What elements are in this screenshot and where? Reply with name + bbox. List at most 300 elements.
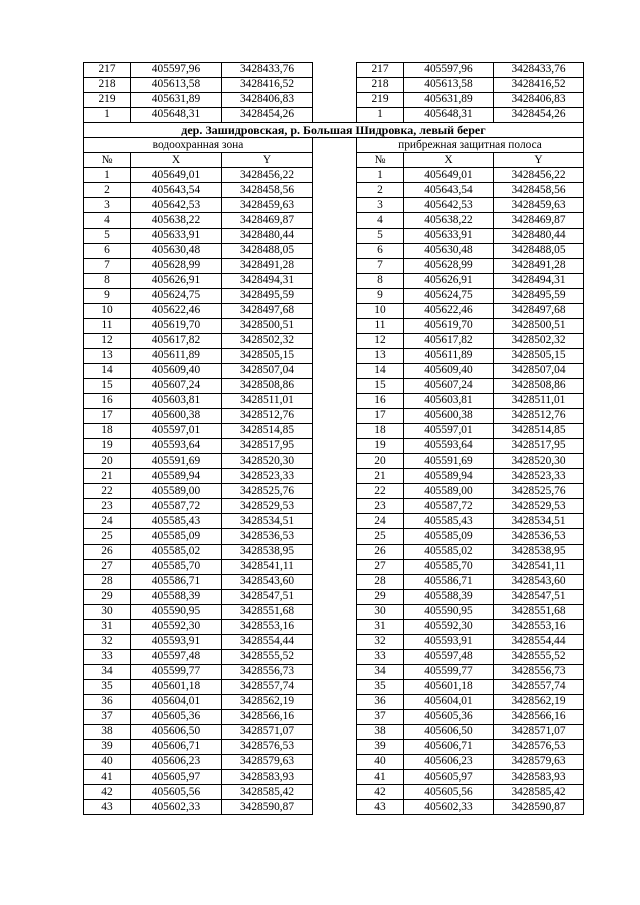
right-cell-number: 217: [357, 63, 404, 78]
right-cell-y: 3428566,16: [494, 710, 584, 725]
table-row: [84, 318, 584, 333]
right-cell-number: 15: [357, 378, 404, 393]
right-cell-number: 41: [357, 770, 404, 785]
right-cell-x: 405589,00: [404, 484, 494, 499]
left-cell-y: 3428562,19: [222, 694, 313, 709]
right-cell-number: 24: [357, 514, 404, 529]
left-cell-x: 405606,50: [131, 725, 222, 740]
right-cell-number: 29: [357, 589, 404, 604]
right-cell-x: 405593,91: [404, 634, 494, 649]
left-cell-x: 405593,91: [131, 634, 222, 649]
right-cell-x: 405624,75: [404, 288, 494, 303]
column-gap: [313, 394, 357, 409]
left-cell-x: 405631,89: [131, 93, 222, 108]
right-cell-number: 16: [357, 394, 404, 409]
right-cell-x: 405611,89: [404, 348, 494, 363]
right-cell-y: 3428497,68: [494, 303, 584, 318]
right-cell-y: 3428543,60: [494, 574, 584, 589]
right-cell-number: 10: [357, 303, 404, 318]
column-gap: [313, 228, 357, 243]
table-row: [84, 288, 584, 303]
table-row: [84, 589, 584, 604]
right-cell-x: 405648,31: [404, 108, 494, 123]
right-cell-number: 2: [357, 183, 404, 198]
right-cell-number: 218: [357, 78, 404, 93]
left-cell-y: 3428576,53: [222, 740, 313, 755]
left-cell-y: 3428541,11: [222, 559, 313, 574]
column-gap: [313, 469, 357, 484]
left-cell-x: 405649,01: [131, 168, 222, 183]
left-cell-y: 3428514,85: [222, 424, 313, 439]
table-row: [84, 93, 584, 108]
table-row: [84, 63, 584, 78]
table-row: [84, 514, 584, 529]
right-cell-number: 5: [357, 228, 404, 243]
column-gap: [313, 454, 357, 469]
left-cell-y: 3428491,28: [222, 258, 313, 273]
right-cell-x: 405602,33: [404, 800, 494, 815]
left-cell-y: 3428547,51: [222, 589, 313, 604]
left-cell-y: 3428495,59: [222, 288, 313, 303]
column-gap: [313, 785, 357, 800]
right-cell-x: 405597,48: [404, 649, 494, 664]
right-cell-number: 23: [357, 499, 404, 514]
left-cell-x: 405585,70: [131, 559, 222, 574]
table-row: [84, 378, 584, 393]
column-gap: [313, 499, 357, 514]
left-cell-y: 3428454,26: [222, 108, 313, 123]
table-row: [84, 243, 584, 258]
left-cell-x: 405622,46: [131, 303, 222, 318]
right-cell-number: 43: [357, 800, 404, 815]
left-cell-number: 1: [84, 168, 131, 183]
column-gap: [313, 770, 357, 785]
left-subtitle: водоохранная зона: [84, 138, 313, 153]
right-cell-y: 3428585,42: [494, 785, 584, 800]
column-gap: [313, 664, 357, 679]
right-cell-x: 405599,77: [404, 664, 494, 679]
right-cell-number: 17: [357, 409, 404, 424]
table-row: [84, 469, 584, 484]
table-row: [84, 183, 584, 198]
right-cell-number: 39: [357, 740, 404, 755]
section-header: [84, 123, 584, 168]
left-cell-x: 405626,91: [131, 273, 222, 288]
left-cell-number: 17: [84, 409, 131, 424]
right-cell-y: 3428514,85: [494, 424, 584, 439]
right-cell-y: 3428579,63: [494, 755, 584, 770]
right-cell-number: 1: [357, 108, 404, 123]
table-row: [84, 574, 584, 589]
column-gap: [313, 634, 357, 649]
left-cell-number: 37: [84, 710, 131, 725]
left-cell-number: 41: [84, 770, 131, 785]
right-cell-x: 405592,30: [404, 619, 494, 634]
column-gap: [313, 333, 357, 348]
left-cell-y: 3428529,53: [222, 499, 313, 514]
left-cell-number: 36: [84, 694, 131, 709]
right-cell-number: 13: [357, 348, 404, 363]
left-cell-number: 38: [84, 725, 131, 740]
column-gap: [313, 589, 357, 604]
left-cell-x: 405585,09: [131, 529, 222, 544]
right-header-number: №: [357, 153, 404, 168]
left-cell-y: 3428511,01: [222, 394, 313, 409]
right-cell-x: 405626,91: [404, 273, 494, 288]
right-cell-number: 42: [357, 785, 404, 800]
left-cell-number: 217: [84, 63, 131, 78]
left-cell-y: 3428458,56: [222, 183, 313, 198]
left-cell-number: 26: [84, 544, 131, 559]
right-cell-number: 31: [357, 619, 404, 634]
left-cell-number: 2: [84, 183, 131, 198]
table-row: [84, 740, 584, 755]
table-row: [84, 649, 584, 664]
left-cell-x: 405605,97: [131, 770, 222, 785]
left-cell-x: 405643,54: [131, 183, 222, 198]
column-gap: [313, 604, 357, 619]
right-cell-x: 405603,81: [404, 394, 494, 409]
right-cell-number: 1: [357, 168, 404, 183]
left-cell-x: 405585,43: [131, 514, 222, 529]
right-subtitle: прибрежная защитная полоса: [357, 138, 584, 153]
right-cell-y: 3428554,44: [494, 634, 584, 649]
left-cell-number: 1: [84, 108, 131, 123]
left-cell-x: 405605,36: [131, 710, 222, 725]
right-cell-x: 405604,01: [404, 694, 494, 709]
right-cell-x: 405587,72: [404, 499, 494, 514]
left-cell-y: 3428505,15: [222, 348, 313, 363]
column-gap: [313, 694, 357, 709]
left-cell-number: 11: [84, 318, 131, 333]
right-cell-x: 405600,38: [404, 409, 494, 424]
left-cell-y: 3428406,83: [222, 93, 313, 108]
left-cell-number: 29: [84, 589, 131, 604]
column-gap: [313, 649, 357, 664]
right-cell-x: 405589,94: [404, 469, 494, 484]
right-cell-x: 405649,01: [404, 168, 494, 183]
right-cell-number: 32: [357, 634, 404, 649]
left-cell-x: 405602,33: [131, 800, 222, 815]
right-cell-number: 34: [357, 664, 404, 679]
right-cell-y: 3428555,52: [494, 649, 584, 664]
right-cell-y: 3428529,53: [494, 499, 584, 514]
left-cell-x: 405597,48: [131, 649, 222, 664]
table-row: [84, 770, 584, 785]
left-cell-y: 3428554,44: [222, 634, 313, 649]
column-gap: [313, 93, 357, 108]
right-cell-y: 3428517,95: [494, 439, 584, 454]
right-cell-y: 3428458,56: [494, 183, 584, 198]
left-cell-x: 405585,02: [131, 544, 222, 559]
right-cell-x: 405642,53: [404, 198, 494, 213]
right-cell-number: 40: [357, 755, 404, 770]
left-cell-y: 3428566,16: [222, 710, 313, 725]
table-row: [84, 499, 584, 514]
right-cell-y: 3428495,59: [494, 288, 584, 303]
table-row: [84, 679, 584, 694]
right-cell-y: 3428576,53: [494, 740, 584, 755]
left-cell-number: 23: [84, 499, 131, 514]
left-cell-x: 405589,00: [131, 484, 222, 499]
column-gap: [313, 273, 357, 288]
right-cell-number: 35: [357, 679, 404, 694]
left-cell-y: 3428557,74: [222, 679, 313, 694]
right-cell-y: 3428583,93: [494, 770, 584, 785]
left-cell-x: 405599,77: [131, 664, 222, 679]
left-cell-y: 3428512,76: [222, 409, 313, 424]
left-cell-x: 405604,01: [131, 694, 222, 709]
right-cell-number: 30: [357, 604, 404, 619]
left-cell-y: 3428456,22: [222, 168, 313, 183]
right-cell-y: 3428538,95: [494, 544, 584, 559]
left-cell-x: 405619,70: [131, 318, 222, 333]
column-gap: [313, 679, 357, 694]
left-cell-y: 3428585,42: [222, 785, 313, 800]
section-title-row: [84, 123, 584, 138]
left-cell-number: 9: [84, 288, 131, 303]
right-cell-y: 3428469,87: [494, 213, 584, 228]
left-cell-number: 3: [84, 198, 131, 213]
left-cell-y: 3428459,63: [222, 198, 313, 213]
column-gap: [313, 559, 357, 574]
right-cell-y: 3428502,32: [494, 333, 584, 348]
right-cell-number: 20: [357, 454, 404, 469]
left-cell-x: 405630,48: [131, 243, 222, 258]
right-cell-number: 22: [357, 484, 404, 499]
right-cell-x: 405586,71: [404, 574, 494, 589]
column-gap: [313, 243, 357, 258]
top-rows: [84, 63, 584, 123]
left-cell-number: 24: [84, 514, 131, 529]
table-row: [84, 333, 584, 348]
right-cell-x: 405591,69: [404, 454, 494, 469]
left-cell-x: 405589,94: [131, 469, 222, 484]
left-cell-number: 8: [84, 273, 131, 288]
left-cell-number: 18: [84, 424, 131, 439]
right-cell-number: 21: [357, 469, 404, 484]
table-row: [84, 424, 584, 439]
left-cell-x: 405648,31: [131, 108, 222, 123]
column-gap: [313, 138, 357, 153]
left-cell-y: 3428538,95: [222, 544, 313, 559]
table-row: [84, 198, 584, 213]
left-cell-x: 405633,91: [131, 228, 222, 243]
table-row: [84, 694, 584, 709]
right-cell-y: 3428491,28: [494, 258, 584, 273]
right-cell-x: 405585,09: [404, 529, 494, 544]
column-gap: [313, 529, 357, 544]
right-cell-x: 405638,22: [404, 213, 494, 228]
left-cell-x: 405606,23: [131, 755, 222, 770]
column-gap: [313, 574, 357, 589]
right-cell-number: 27: [357, 559, 404, 574]
column-gap: [313, 258, 357, 273]
left-cell-number: 42: [84, 785, 131, 800]
right-cell-number: 38: [357, 725, 404, 740]
table-row: [84, 439, 584, 454]
left-cell-x: 405613,58: [131, 78, 222, 93]
left-cell-y: 3428555,52: [222, 649, 313, 664]
main-rows: [84, 168, 584, 815]
column-gap: [313, 183, 357, 198]
left-cell-number: 30: [84, 604, 131, 619]
left-cell-y: 3428416,52: [222, 78, 313, 93]
left-cell-y: 3428488,05: [222, 243, 313, 258]
left-cell-y: 3428579,63: [222, 755, 313, 770]
right-cell-x: 405597,96: [404, 63, 494, 78]
right-cell-x: 405606,50: [404, 725, 494, 740]
right-cell-y: 3428508,86: [494, 378, 584, 393]
right-cell-x: 405628,99: [404, 258, 494, 273]
right-cell-x: 405593,64: [404, 439, 494, 454]
column-gap: [313, 740, 357, 755]
table-row: [84, 348, 584, 363]
left-cell-number: 218: [84, 78, 131, 93]
right-cell-number: 12: [357, 333, 404, 348]
right-cell-number: 7: [357, 258, 404, 273]
right-cell-y: 3428541,11: [494, 559, 584, 574]
right-cell-y: 3428557,74: [494, 679, 584, 694]
left-cell-number: 31: [84, 619, 131, 634]
column-gap: [313, 619, 357, 634]
right-cell-y: 3428433,76: [494, 63, 584, 78]
column-gap: [313, 439, 357, 454]
left-cell-x: 405597,01: [131, 424, 222, 439]
table-row: [84, 619, 584, 634]
left-cell-number: 4: [84, 213, 131, 228]
column-gap: [313, 318, 357, 333]
left-cell-number: 14: [84, 363, 131, 378]
left-cell-x: 405638,22: [131, 213, 222, 228]
right-cell-number: 219: [357, 93, 404, 108]
left-cell-y: 3428517,95: [222, 439, 313, 454]
left-cell-number: 10: [84, 303, 131, 318]
right-cell-y: 3428520,30: [494, 454, 584, 469]
table-row: [84, 544, 584, 559]
column-gap: [313, 755, 357, 770]
right-cell-number: 8: [357, 273, 404, 288]
left-cell-x: 405586,71: [131, 574, 222, 589]
right-cell-y: 3428456,22: [494, 168, 584, 183]
left-cell-y: 3428497,68: [222, 303, 313, 318]
left-cell-y: 3428525,76: [222, 484, 313, 499]
table-row: [84, 484, 584, 499]
left-cell-x: 405591,69: [131, 454, 222, 469]
right-cell-y: 3428556,73: [494, 664, 584, 679]
column-gap: [313, 168, 357, 183]
right-header-x: X: [404, 153, 494, 168]
left-cell-number: 33: [84, 649, 131, 664]
left-cell-number: 13: [84, 348, 131, 363]
right-cell-y: 3428505,15: [494, 348, 584, 363]
table-row: [84, 228, 584, 243]
left-cell-x: 405642,53: [131, 198, 222, 213]
right-cell-number: 19: [357, 439, 404, 454]
column-gap: [313, 514, 357, 529]
right-cell-y: 3428454,26: [494, 108, 584, 123]
right-cell-x: 405588,39: [404, 589, 494, 604]
table-row: [84, 273, 584, 288]
left-cell-number: 19: [84, 439, 131, 454]
column-gap: [313, 288, 357, 303]
right-cell-y: 3428551,68: [494, 604, 584, 619]
right-cell-x: 405585,02: [404, 544, 494, 559]
right-cell-number: 26: [357, 544, 404, 559]
column-gap: [313, 78, 357, 93]
left-cell-x: 405601,18: [131, 679, 222, 694]
left-cell-number: 219: [84, 93, 131, 108]
left-cell-y: 3428553,16: [222, 619, 313, 634]
left-cell-x: 405617,82: [131, 333, 222, 348]
table-row: [84, 634, 584, 649]
left-cell-y: 3428433,76: [222, 63, 313, 78]
right-cell-number: 25: [357, 529, 404, 544]
right-cell-x: 405606,23: [404, 755, 494, 770]
left-cell-number: 32: [84, 634, 131, 649]
right-cell-y: 3428488,05: [494, 243, 584, 258]
coordinates-table: [83, 62, 584, 815]
left-cell-y: 3428494,31: [222, 273, 313, 288]
column-gap: [313, 363, 357, 378]
left-cell-number: 15: [84, 378, 131, 393]
right-cell-number: 37: [357, 710, 404, 725]
column-gap: [313, 800, 357, 815]
left-header-x: X: [131, 153, 222, 168]
right-cell-y: 3428523,33: [494, 469, 584, 484]
table-row: [84, 303, 584, 318]
right-cell-y: 3428511,01: [494, 394, 584, 409]
left-cell-y: 3428583,93: [222, 770, 313, 785]
right-cell-y: 3428536,53: [494, 529, 584, 544]
table-row: [84, 363, 584, 378]
left-cell-x: 405600,38: [131, 409, 222, 424]
right-cell-y: 3428406,83: [494, 93, 584, 108]
column-gap: [313, 424, 357, 439]
right-cell-x: 405606,71: [404, 740, 494, 755]
column-gap: [313, 213, 357, 228]
right-cell-number: 11: [357, 318, 404, 333]
column-gap: [313, 544, 357, 559]
left-header-number: №: [84, 153, 131, 168]
left-cell-y: 3428520,30: [222, 454, 313, 469]
right-cell-y: 3428459,63: [494, 198, 584, 213]
left-cell-y: 3428536,53: [222, 529, 313, 544]
left-cell-x: 405593,64: [131, 439, 222, 454]
left-cell-number: 21: [84, 469, 131, 484]
column-gap: [313, 108, 357, 123]
column-gap: [313, 303, 357, 318]
right-cell-y: 3428500,51: [494, 318, 584, 333]
left-cell-number: 28: [84, 574, 131, 589]
table-row: [84, 785, 584, 800]
left-cell-x: 405590,95: [131, 604, 222, 619]
column-header-row: [84, 153, 584, 168]
left-cell-number: 34: [84, 664, 131, 679]
column-gap: [313, 484, 357, 499]
right-header-y: Y: [494, 153, 584, 168]
column-gap: [313, 153, 357, 168]
right-cell-number: 36: [357, 694, 404, 709]
table-row: [84, 800, 584, 815]
right-cell-x: 405630,48: [404, 243, 494, 258]
left-cell-x: 405592,30: [131, 619, 222, 634]
table-row: [84, 394, 584, 409]
left-cell-number: 25: [84, 529, 131, 544]
right-cell-y: 3428512,76: [494, 409, 584, 424]
subtitle-row: [84, 138, 584, 153]
right-cell-x: 405619,70: [404, 318, 494, 333]
